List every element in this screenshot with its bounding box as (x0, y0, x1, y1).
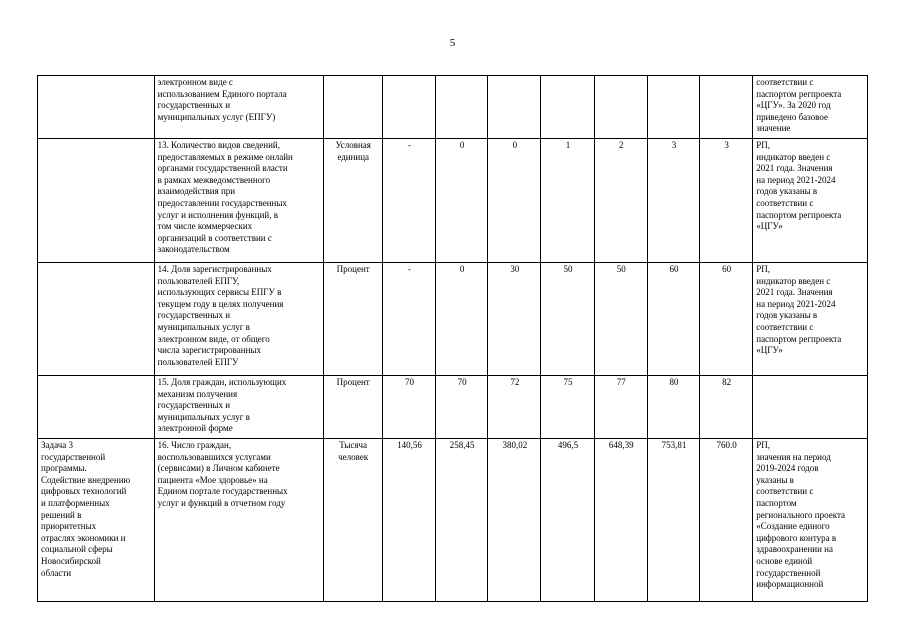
note-cell (753, 376, 868, 439)
value-cell: 60 (700, 263, 753, 376)
task-cell (38, 76, 155, 139)
value-cell: 496,5 (541, 439, 594, 602)
value-cell: 72 (488, 376, 541, 439)
note-cell: РП, значения на период 2019-2024 годов указаны в соответствии с паспортом регионального проекта «Создание единого цифрового контура в здравоохранении на основе единой государственной информационной (753, 439, 868, 602)
value-cell: 2 (594, 139, 647, 263)
note-cell: соответствии с паспортом регпроекта «ЦГУ». За 2020 год приведено базовое значение (753, 76, 868, 139)
value-cell: - (382, 139, 435, 263)
table-body (38, 76, 868, 602)
value-cell: 258,45 (436, 439, 488, 602)
value-cell: 760.0 (700, 439, 753, 602)
value-cell (594, 76, 647, 139)
value-cell: 753,81 (647, 439, 699, 602)
indicator-cell: 13. Количество видов сведений, предоставляемых в режиме онлайн органами государственной власти в рамках межведомственного взаимодействия при предоставлении государственных услуг и исполнения функций, в том числе коммерческих организаций в соответствии с законодательством (154, 139, 323, 263)
note-cell: РП, индикатор введен с 2021 года. Значения на период 2021-2024 годов указаны в соответствии с паспортом регпроекта «ЦГУ» (753, 263, 868, 376)
value-cell: 75 (541, 376, 594, 439)
value-cell: 80 (647, 376, 699, 439)
value-cell: 50 (541, 263, 594, 376)
value-cell (382, 76, 435, 139)
unit-cell (323, 76, 382, 139)
value-cell (647, 76, 699, 139)
indicator-cell: 16. Число граждан, воспользовавшихся услугами (сервисами) в Личном кабинете пациента «Мое здоровье» на Едином портале государственных услуг и функций в отчетном году (154, 439, 323, 602)
unit-cell: Тысяча человек (323, 439, 382, 602)
value-cell: 0 (436, 139, 488, 263)
page-number: 5 (449, 37, 456, 49)
value-cell (541, 76, 594, 139)
indicator-cell: электронном виде с использованием Единого портала государственных и муниципальных услуг (ЕПГУ) (154, 76, 323, 139)
value-cell: - (382, 263, 435, 376)
value-cell: 70 (382, 376, 435, 439)
note-cell: РП, индикатор введен с 2021 года. Значения на период 2021-2024 годов указаны в соответствии с паспортом регпроекта «ЦГУ» (753, 139, 868, 263)
value-cell: 70 (436, 376, 488, 439)
value-cell: 82 (700, 376, 753, 439)
table-row (38, 139, 868, 263)
indicators-table (37, 75, 868, 602)
value-cell: 77 (594, 376, 647, 439)
task-cell (38, 376, 155, 439)
value-cell: 140,56 (382, 439, 435, 602)
indicator-cell: 14. Доля зарегистрированных пользователей ЕПГУ, использующих сервисы ЕПГУ в текущем году в целях получения государственных и муниципальных услуг в электронном виде, от общего числа зарегистрированных пользователей ЕПГУ (154, 263, 323, 376)
value-cell: 0 (488, 139, 541, 263)
table-row (38, 376, 868, 439)
value-cell: 3 (647, 139, 699, 263)
table-row (38, 263, 868, 376)
task-cell (38, 263, 155, 376)
table-row (38, 76, 868, 139)
value-cell: 0 (436, 263, 488, 376)
value-cell: 648,39 (594, 439, 647, 602)
value-cell (488, 76, 541, 139)
unit-cell: Процент (323, 376, 382, 439)
value-cell: 60 (647, 263, 699, 376)
value-cell (700, 76, 753, 139)
table-row (38, 439, 868, 602)
unit-cell: Условная единица (323, 139, 382, 263)
value-cell: 30 (488, 263, 541, 376)
task-cell (38, 139, 155, 263)
value-cell: 3 (700, 139, 753, 263)
indicator-cell: 15. Доля граждан, использующих механизм получения государственных и муниципальных услуг в электронной форме (154, 376, 323, 439)
unit-cell: Процент (323, 263, 382, 376)
value-cell: 1 (541, 139, 594, 263)
value-cell (436, 76, 488, 139)
task-cell: Задача 3 государственной программы. Содействие внедрению цифровых технологий и платформенных решений в приоритетных отраслях экономики и социальной сферы Новосибирской области (38, 439, 155, 602)
value-cell: 380,02 (488, 439, 541, 602)
value-cell: 50 (594, 263, 647, 376)
